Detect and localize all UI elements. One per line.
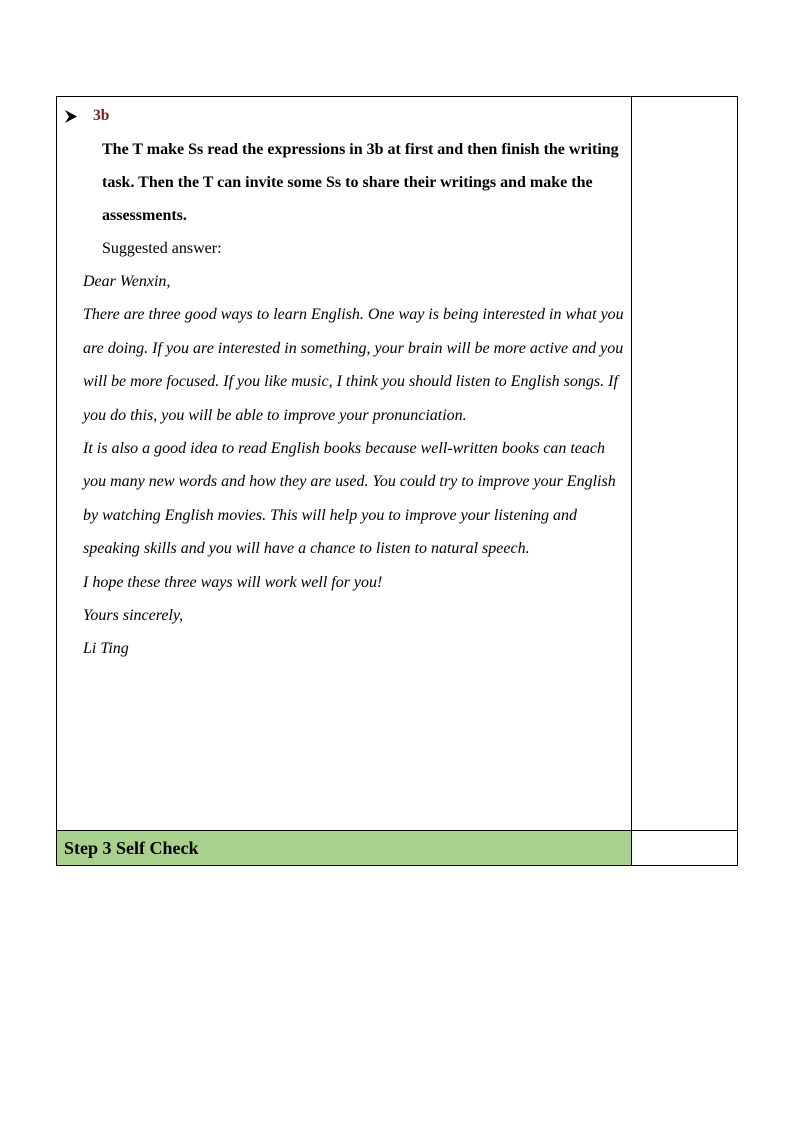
arrow-bullet-icon — [65, 110, 77, 123]
step-row — [57, 831, 738, 866]
section-label: 3b — [93, 107, 110, 124]
letter-sign-off: Yours sincerely, — [83, 607, 184, 625]
step-notes-cell — [631, 831, 737, 866]
activity-row — [57, 97, 738, 831]
lesson-table — [56, 96, 738, 866]
notes-cell — [631, 97, 737, 831]
suggested-answer-label: Suggested answer: — [102, 240, 222, 257]
suggested-letter — [63, 265, 625, 666]
instructions-text: The T make Ss read the expressions in 3b at first and then finish the writing task. Then the T can invite some Ss to share their writings and make the assessments. — [102, 141, 619, 224]
letter-closing-line: I hope these three ways will work well for you! — [83, 573, 383, 591]
letter-greeting: Dear Wenxin, — [83, 273, 171, 290]
activity-content-cell — [57, 97, 632, 831]
step-title-cell — [57, 831, 632, 866]
letter-signature: Li Ting — [83, 640, 129, 658]
letter-paragraph-1: There are three good ways to learn English. One way is being interested in what you are doing. If you are interested in something, your brain will be more active and you will be more focused. If you like music, I think you should listen to English songs. If you do this, you will be able to improve your pronunciation. — [83, 306, 624, 424]
step-title: Step 3 Self Check — [64, 838, 199, 858]
section-heading — [63, 105, 625, 127]
letter-paragraph-2: It is also a good idea to read English books because well-written books can teach you many new words and how they are used. You could try to improve your English by watching English movies. This will help you to improve your listening and speaking skills and you will have a chance to listen to natural speech. — [83, 440, 616, 558]
